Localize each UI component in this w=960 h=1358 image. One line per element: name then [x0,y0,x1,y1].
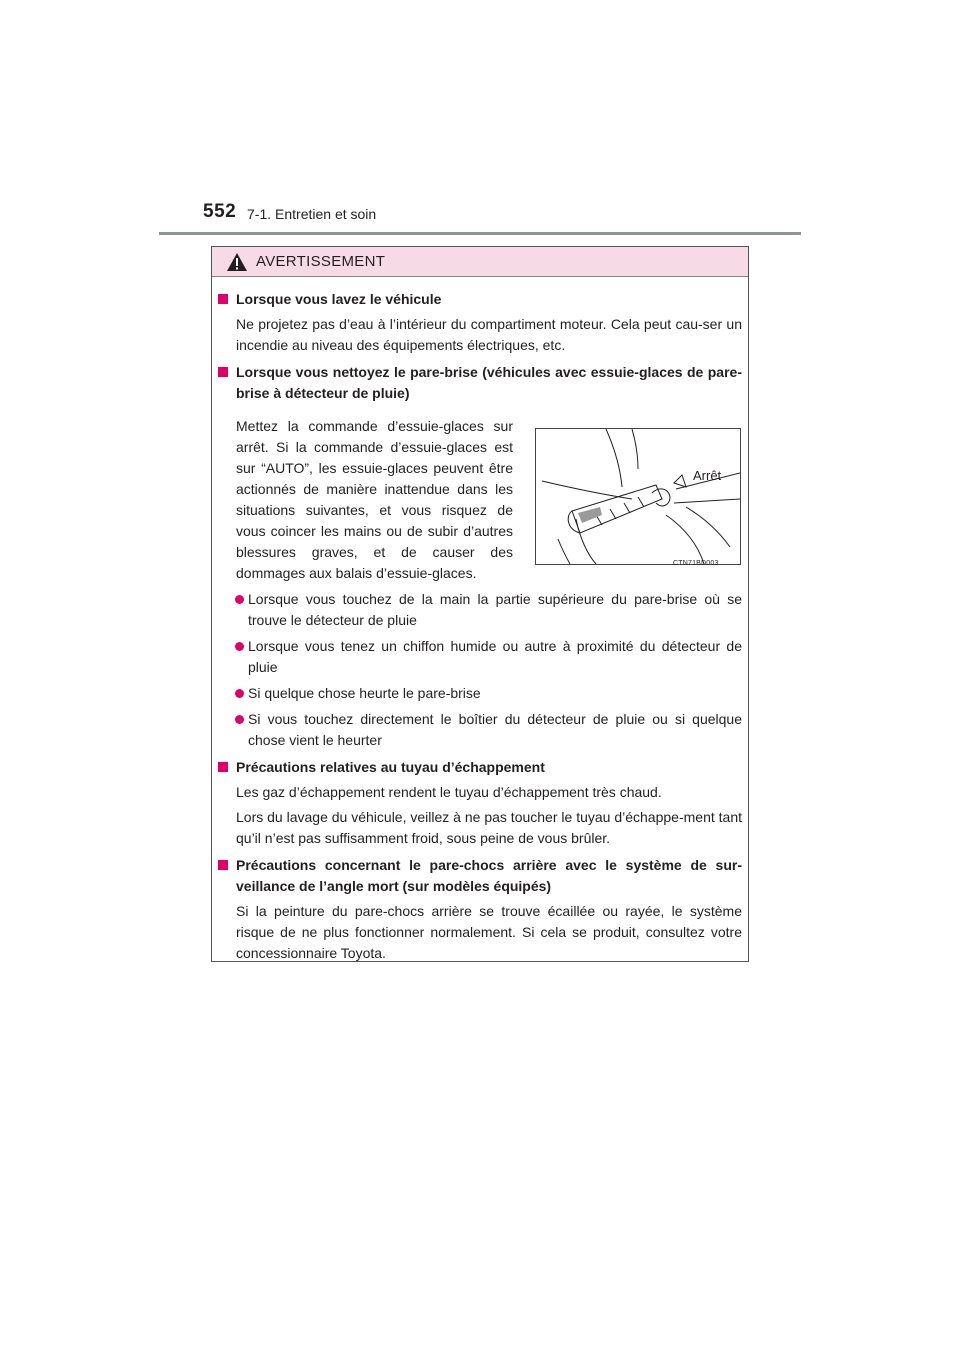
circle-bullet-icon [235,689,244,698]
section-heading-bumper: Précautions concernant le pare-chocs arrière avec le système de sur-veillance de l’angle mort (sur modèles équipés) [218,855,742,897]
paragraph: Ne projetez pas d’eau à l’intérieur du compartiment moteur. Cela peut cau-ser un incendie au niveau des équipements électriques, etc. [236,316,742,353]
paragraph: Lors du lavage du véhicule, veillez à ne pas toucher le tuyau d’échappe-ment tant qu’il n’est pas suffisamment froid, sous peine de vous brûler. [236,809,742,846]
list-item: Lorsque vous touchez de la main la partie supérieure du pare-brise où se trouve le détecteur de pluie [218,589,742,631]
section-title: 7-1. Entretien et soin [247,206,377,222]
circle-bullet-icon [235,715,244,724]
warning-box [211,246,749,962]
figure-text: Mettez la commande d’essuie-glaces sur arrêt. Si la commande d’essuie-glaces est sur “AUTO”, les essuie-glaces peuvent être actionnés de manière inattendue dans les situations suivantes, et vous risquez de vous coincer les mains ou de subir d’autres blessures graves, et de causer des dommages aux balais d’essuie-glaces. [236,418,513,581]
wiper-lever-illustration [535,428,741,565]
paragraph: Si la peinture du pare-chocs arrière se trouve écaillée ou rayée, le système risque de ne plus fonctionner normalement. Si cela se produit, consultez votre concessionnaire Toyota. [236,903,742,961]
list-item: Lorsque vous tenez un chiffon humide ou autre à proximité du détecteur de pluie [218,636,742,678]
figure-code: CTN71BD003 [673,560,719,567]
square-bullet-icon [218,294,228,304]
warning-content [212,277,748,964]
list-item: Si quelque chose heurte le pare-brise [218,683,742,704]
circle-bullet-icon [235,642,244,651]
section-heading-exhaust: Précautions relatives au tuyau d’échappement [218,757,742,778]
list-item: Si vous touchez directement le boîtier du détecteur de pluie ou si quelque chose vient le heurter [218,709,742,751]
page-number: 552 [203,201,237,222]
figure-label-arret: Arrêt [693,468,722,483]
square-bullet-icon [218,762,228,772]
figure-row [218,416,742,584]
square-bullet-icon [218,367,228,377]
warning-title: AVERTISSEMENT [256,253,386,270]
circle-bullet-icon [235,595,244,604]
header-rule [159,232,801,235]
wiper-lever-drawing [536,429,740,564]
square-bullet-icon [218,860,228,870]
paragraph: Les gaz d’échappement rendent le tuyau d’échappement très chaud. [236,784,662,800]
warning-triangle-icon [226,252,248,272]
section-heading-windshield: Lorsque vous nettoyez le pare-brise (véhicules avec essuie-glaces de pare-brise à détecteur de pluie) [218,362,742,404]
section-heading-washing: Lorsque vous lavez le véhicule [218,289,742,310]
warning-header [212,247,748,277]
